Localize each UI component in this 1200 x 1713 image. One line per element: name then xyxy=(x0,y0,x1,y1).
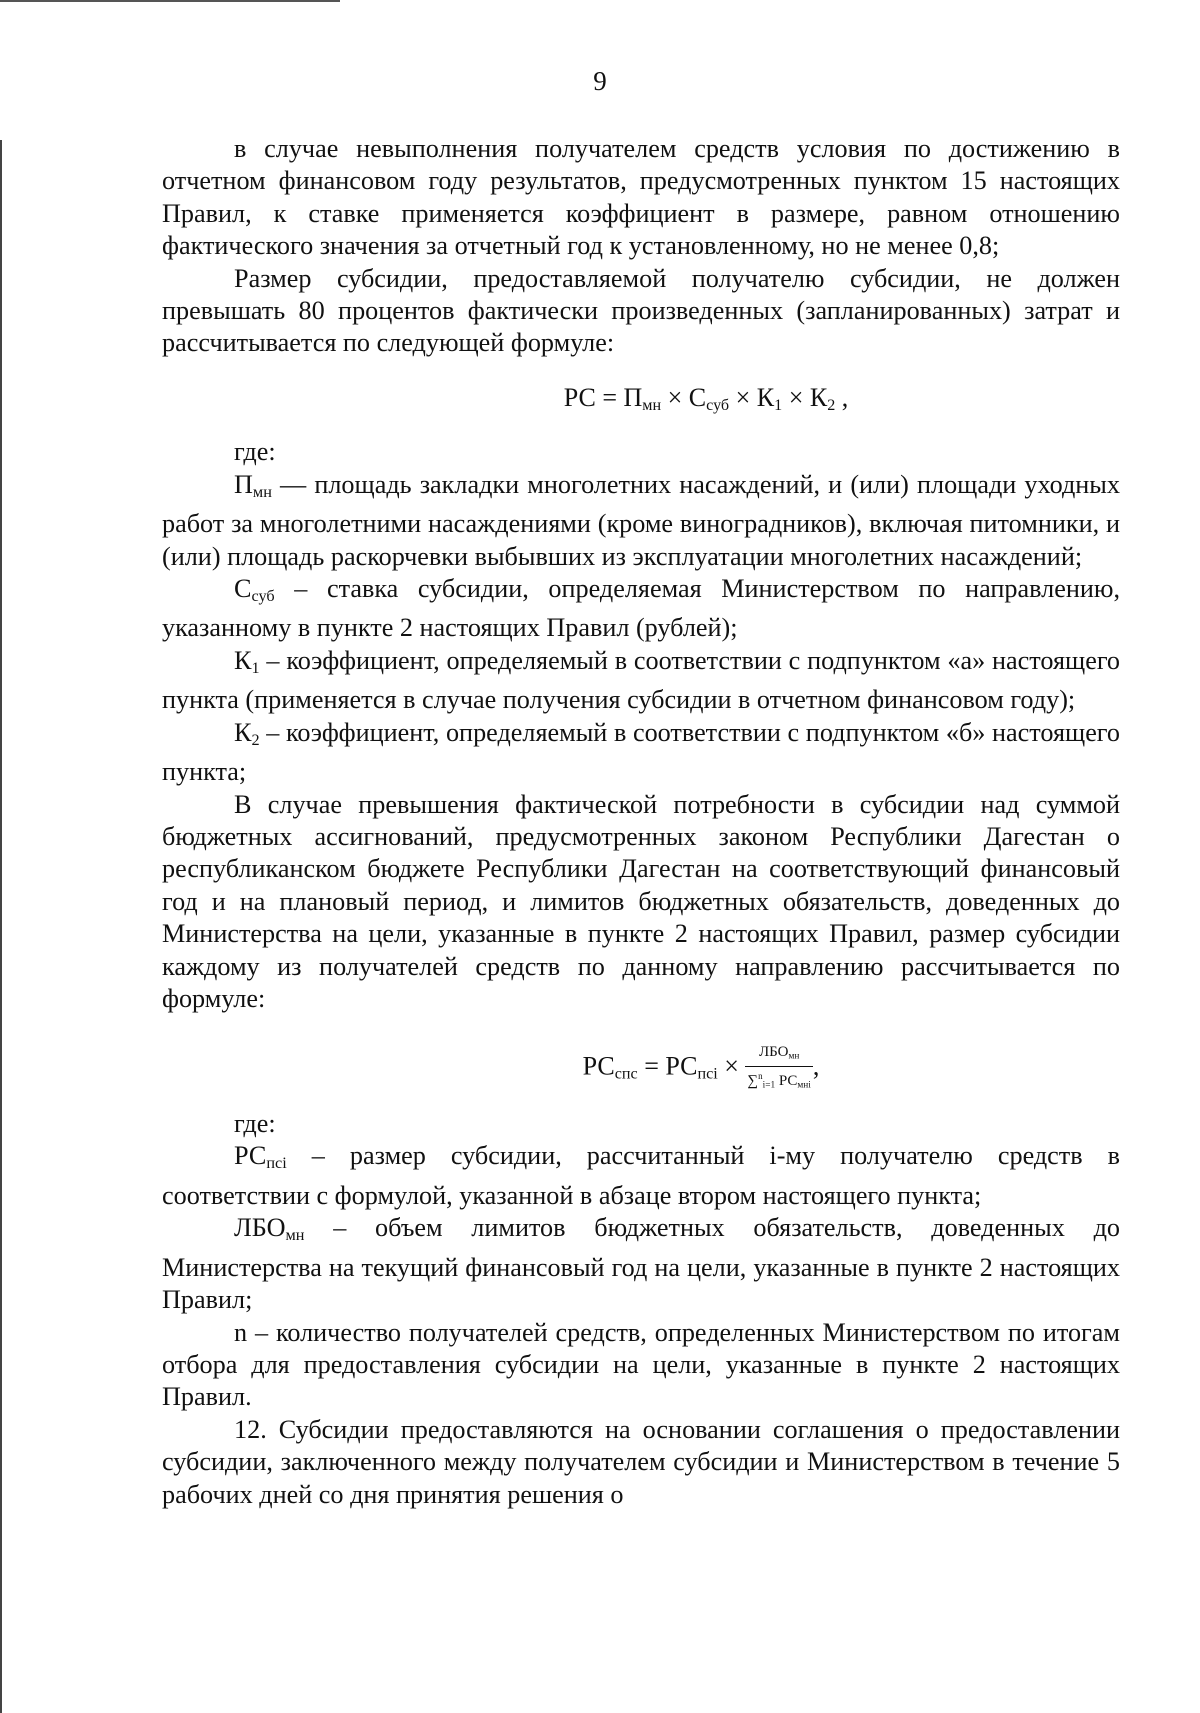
paragraph-coefficient-condition: в случае невыполнения получателем средств условия по достижению в отчетном финансовом году результатов, предусмотренных пунктом 15 настоящих Правил, к ставке применяется коэффициент в размере, равном отношению фактического значения за отчетный год к установленному, но не менее 0,8; xyxy=(162,134,1120,261)
formula2-fraction xyxy=(745,1043,812,1094)
scan-edge-left xyxy=(0,140,2,1713)
definition-k1 xyxy=(162,645,1120,717)
fraction-denominator xyxy=(745,1067,812,1094)
formula-p: П xyxy=(623,382,643,412)
def-text: – объем лимитов бюджетных обязательств, доведенных до Министерства на текущий финансовый год на цели, указанные в пункте 2 настоящих Правил; xyxy=(162,1213,1120,1315)
def-text: – ставка субсидии, определяемая Министерством по направлению, указанному в пункте 2 настоящих Правил (рублей); xyxy=(162,573,1120,643)
paragraph-12: 12. Субсидии предоставляются на основании соглашения о предоставлении субсидии, заключенного между получателем субсидии и Министерством в течение 5 рабочих дней со дня принятия решения о xyxy=(162,1414,1120,1509)
formula2-rc-sub: псi xyxy=(697,1065,718,1083)
formula2-rc: РС xyxy=(665,1051,698,1081)
def-symbol-sub: мн xyxy=(252,482,272,501)
formula-times: × xyxy=(782,382,810,412)
def-symbol: К xyxy=(234,645,252,675)
definition-lbo xyxy=(162,1212,1120,1316)
definition-rc xyxy=(162,1140,1120,1212)
denominator-rc-sub: мнi xyxy=(797,1079,811,1090)
definition-p xyxy=(162,469,1120,573)
formula-times: × xyxy=(661,382,689,412)
def-text: – коэффициент, определяемый в соответствии с подпунктом «б» настоящего пункта; xyxy=(162,717,1120,787)
formula-tail: , xyxy=(835,382,849,412)
formula2-equals: = xyxy=(637,1051,666,1081)
definition-k2 xyxy=(162,717,1120,789)
numerator-lbo-sub: мн xyxy=(788,1051,800,1062)
def-symbol: ЛБО xyxy=(234,1213,286,1243)
numerator-lbo: ЛБО xyxy=(758,1044,789,1061)
def-symbol: К xyxy=(234,717,252,747)
formula-subsidy xyxy=(162,382,1120,422)
definition-c xyxy=(162,573,1120,645)
scan-edge-top xyxy=(0,0,340,2)
def-text: — площадь закладки многолетних насаждений, и (или) площади уходных работ за многолетними насаждениями (кроме виноградников), включая питомники, и (или) площадь раскорчевки выбывших из эксплуатации многолетних насаждений; xyxy=(162,469,1120,571)
formula-k2: К xyxy=(809,382,828,412)
where-label-2: где: xyxy=(234,1108,276,1138)
sum-symbol: ∑ xyxy=(747,1072,759,1089)
definition-n: n – количество получателей средств, определенных Министерством по итогам отбора для предоставления субсидии на цели, указанные в пункте 2 настоящих Правил. xyxy=(162,1317,1120,1412)
formula-k1: К xyxy=(756,382,775,412)
denominator-rc: РС xyxy=(775,1072,798,1089)
formula2-lhs-sub: спс xyxy=(614,1065,638,1083)
formula-lhs: РС xyxy=(563,382,596,412)
sum-lower: i=1 xyxy=(762,1079,776,1090)
def-symbol: РС xyxy=(234,1141,267,1171)
def-text: – размер субсидии, рассчитанный i-му получателю средств в соответствии с формулой, указанной в абзаце втором настоящего пункта; xyxy=(162,1141,1120,1210)
def-symbol-sub: псi xyxy=(266,1154,287,1173)
def-symbol-sub: 2 xyxy=(251,730,260,749)
formula-subsidy-allocation xyxy=(162,1043,1120,1094)
def-text: – коэффициент, определяемый в соответствии с подпунктом «а» настоящего пункта (применяется в случае получения субсидии в отчетном финансовом году); xyxy=(162,645,1120,715)
page-number: 9 xyxy=(593,66,607,96)
paragraph-excess-demand: В случае превышения фактической потребности в субсидии над суммой бюджетных ассигнований, предусмотренных законом Республики Дагестан о республиканском бюджете Республики Дагестан на соответствующий финансовый год и на плановый период, и лимитов бюджетных обязательств, доведенных до Министерства на цели, указанные в пункте 2 настоящих Правил, размер субсидии каждому из получателей средств по данному направлению рассчитывается по формуле: xyxy=(162,789,1120,1013)
formula-equals: = xyxy=(595,382,624,412)
def-symbol: П xyxy=(234,469,253,499)
formula-c-sub: суб xyxy=(706,396,730,414)
formula2-tail: , xyxy=(812,1051,820,1081)
where-label: где: xyxy=(234,437,276,467)
fraction-numerator xyxy=(745,1043,812,1066)
formula-c: С xyxy=(688,382,707,412)
formula2-lhs: РС xyxy=(582,1051,615,1081)
def-symbol-sub: суб xyxy=(251,586,275,605)
def-symbol-sub: мн xyxy=(285,1226,305,1245)
formula-k2-sub: 2 xyxy=(827,396,836,414)
paragraph-subsidy-size: Размер субсидии, предоставляемой получателю субсидии, не должен превышать 80 процентов фактически произведенных (запланированных) затрат и рассчитывается по следующей формуле: xyxy=(162,263,1120,358)
formula-p-sub: мн xyxy=(642,396,662,414)
document-body xyxy=(162,133,1120,1511)
sum-upper: n xyxy=(758,1070,763,1081)
def-symbol: С xyxy=(234,573,252,603)
formula-times: × xyxy=(729,382,757,412)
formula-k1-sub: 1 xyxy=(774,396,783,414)
formula2-times: × xyxy=(717,1051,746,1081)
def-symbol-sub: 1 xyxy=(251,658,260,677)
